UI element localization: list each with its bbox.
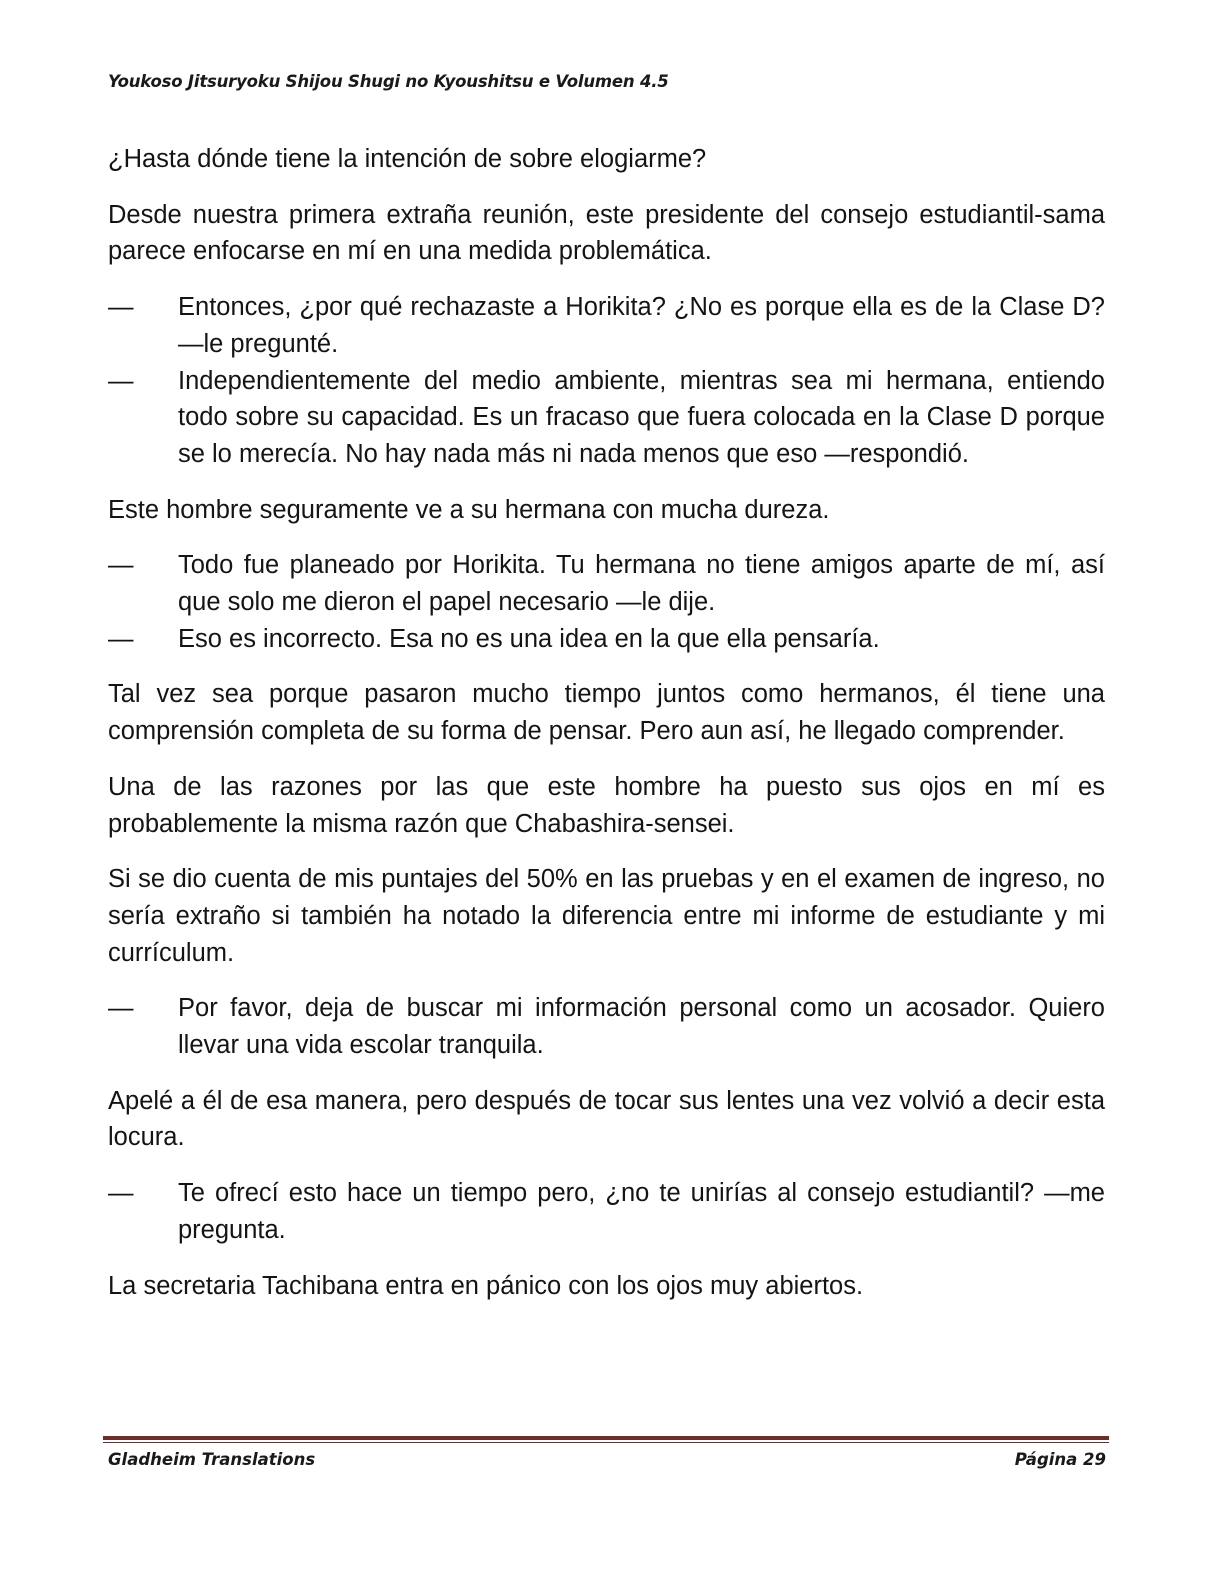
dialogue-dash: — <box>108 293 134 322</box>
dialogue-line-5 <box>108 990 1105 1063</box>
dialogue-dash: — <box>108 366 134 395</box>
footer-rule-thin <box>103 1442 1109 1443</box>
paragraph-2: Desde nuestra primera extraña reunión, este presidente del consejo estudiantil-sama parece enfocarse en mí en una medida problemática. <box>108 200 1105 266</box>
dialogue-dash: — <box>108 551 134 580</box>
dialogue-text-1: Entonces, ¿por qué rechazaste a Horikita? ¿No es porque ella es de la Clase D? —le pregunté. <box>178 293 1105 358</box>
dialogue-text-3: Todo fue planeado por Horikita. Tu hermana no tiene amigos aparte de mí, así que solo me dieron el papel necesario —le dije. <box>178 551 1105 617</box>
dialogue-group-3 <box>108 990 1105 1063</box>
dialogue-line-2 <box>108 363 1105 473</box>
paragraph-3: Este hombre seguramente ve a su hermana con mucha dureza. <box>108 495 830 524</box>
paragraph-7: Apelé a él de esa manera, pero después de tocar sus lentes una vez volvió a decir esta locura. <box>108 1086 1105 1152</box>
footer-rule-thick <box>103 1436 1109 1440</box>
paragraph-4: Tal vez sea porque pasaron mucho tiempo juntos como hermanos, él tiene una comprensión completa de su forma de pensar. Pero aun así, he llegado comprender. <box>108 680 1105 746</box>
paragraph-8: La secretaria Tachibana entra en pánico con los ojos muy abiertos. <box>108 1271 864 1300</box>
dialogue-text-4: Eso es incorrecto. Esa no es una idea en la que ella pensaría. <box>178 624 880 653</box>
dialogue-line-4 <box>108 621 1105 658</box>
footer-credit: Gladheim Translations <box>108 1450 316 1469</box>
dialogue-dash: — <box>108 624 134 653</box>
paragraph-1: ¿Hasta dónde tiene la intención de sobre elogiarme? <box>108 145 707 173</box>
page-body <box>108 141 1105 1323</box>
dialogue-text-6: Te ofrecí esto hace un tiempo pero, ¿no te unirías al consejo estudiantil? —me pregunta. <box>178 1179 1105 1244</box>
dialogue-line-3 <box>108 547 1105 620</box>
dialogue-line-6 <box>108 1175 1105 1248</box>
dialogue-group-1 <box>108 289 1105 473</box>
page-number: Página 29 <box>1014 1450 1106 1469</box>
dialogue-dash: — <box>108 1179 134 1208</box>
running-header: Youkoso Jitsuryoku Shijou Shugi no Kyoushitsu e Volumen 4.5 <box>108 72 669 91</box>
paragraph-6: Si se dio cuenta de mis puntajes del 50% en las pruebas y en el examen de ingreso, no sería extraño si también ha notado la diferencia entre mi informe de estudiante y mi currículum. <box>108 865 1105 967</box>
dialogue-text-2: Independientemente del medio ambiente, mientras sea mi hermana, entiendo todo sobre su capacidad. Es un fracaso que fuera colocada en la Clase D porque se lo merecía. No hay nada más ni nada menos que eso —respondió. <box>178 366 1105 468</box>
dialogue-dash: — <box>108 994 134 1023</box>
dialogue-group-4 <box>108 1175 1105 1248</box>
dialogue-group-2 <box>108 547 1105 657</box>
dialogue-line-1 <box>108 289 1105 362</box>
dialogue-text-5: Por favor, deja de buscar mi información personal como un acosador. Quiero llevar una vida escolar tranquila. <box>178 994 1105 1060</box>
paragraph-5: Una de las razones por las que este hombre ha puesto sus ojos en mí es probablemente la misma razón que Chabashira-sensei. <box>108 772 1105 838</box>
